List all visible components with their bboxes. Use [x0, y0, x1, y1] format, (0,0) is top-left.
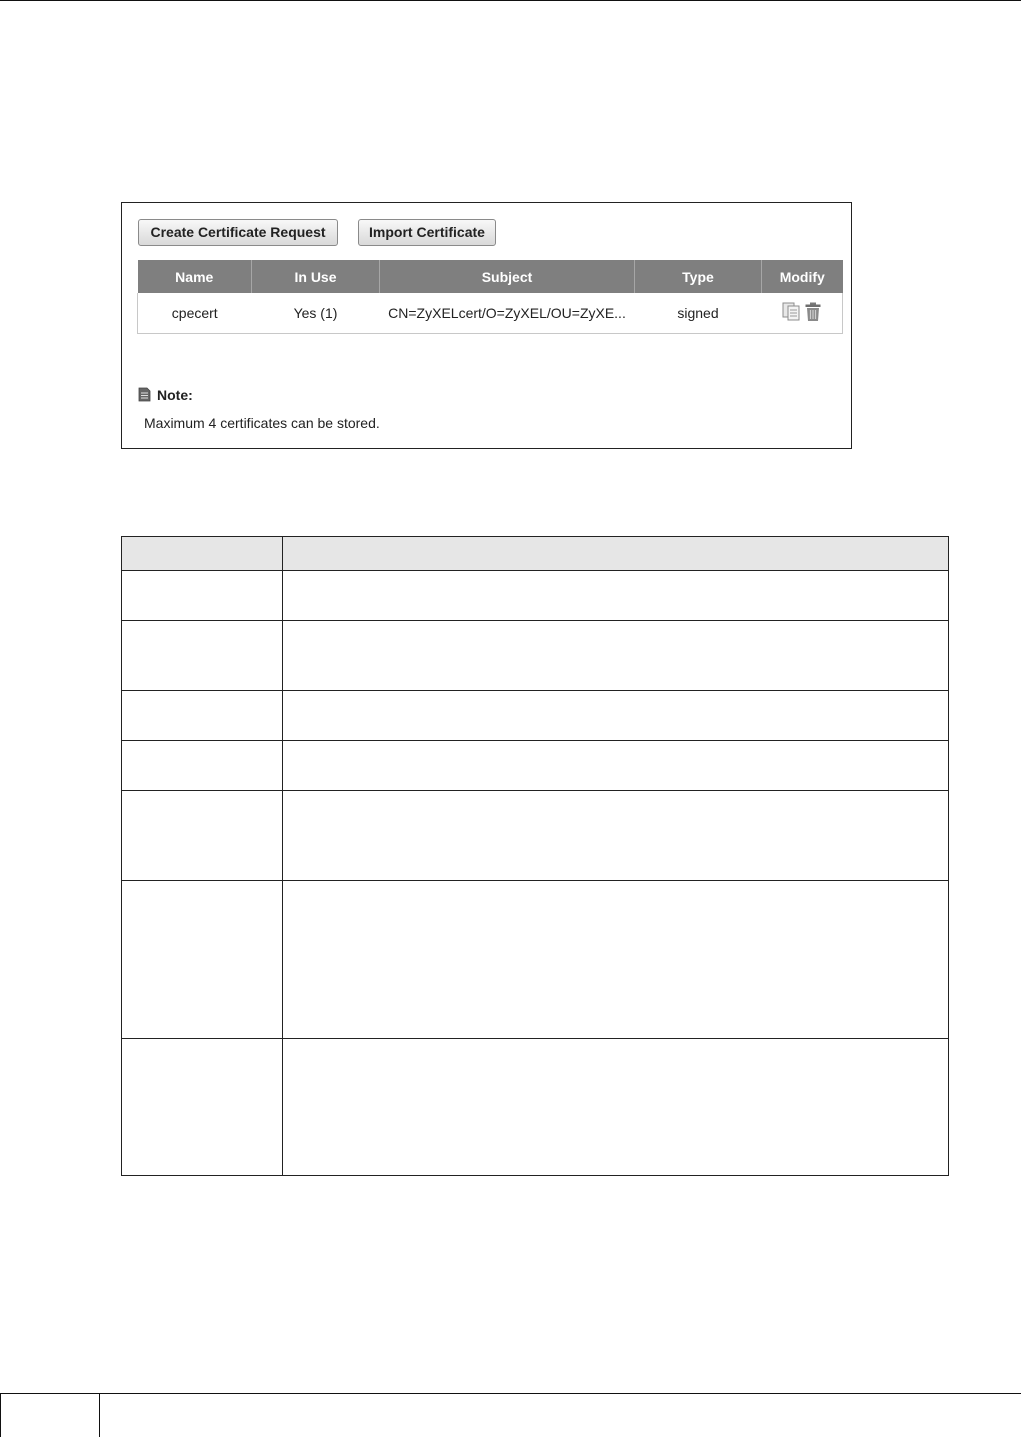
cell-in-use: Yes (1)	[252, 293, 380, 334]
column-header-type: Type	[635, 260, 762, 293]
create-certificate-request-button[interactable]: Create Certificate Request	[138, 219, 338, 246]
description-table	[121, 536, 949, 1176]
table-row	[122, 621, 949, 691]
cell-type: signed	[635, 293, 762, 334]
delete-icon[interactable]	[804, 302, 822, 325]
table-row	[122, 881, 949, 1039]
note-heading	[138, 387, 193, 405]
top-rule	[0, 0, 1021, 1]
column-header-subject: Subject	[380, 260, 635, 293]
note-text: Maximum 4 certificates can be stored.	[144, 415, 380, 431]
table-row	[122, 741, 949, 791]
certificate-screen	[121, 202, 852, 449]
cell-modify	[762, 293, 843, 334]
description-header-cell	[283, 537, 949, 571]
column-header-in-use: In Use	[252, 260, 380, 293]
certificate-table	[137, 260, 843, 334]
description-header-cell	[122, 537, 283, 571]
description-header-row	[122, 537, 949, 571]
table-row	[122, 791, 949, 881]
table-row	[122, 571, 949, 621]
cell-subject: CN=ZyXELcert/O=ZyXEL/OU=ZyXE...	[380, 293, 635, 334]
table-row	[138, 293, 843, 334]
note-label: Note:	[157, 387, 193, 403]
note-document-icon	[138, 387, 151, 405]
page-number-box	[0, 1393, 100, 1437]
table-row	[122, 1039, 949, 1176]
table-row	[122, 691, 949, 741]
cell-name: cpecert	[138, 293, 252, 334]
import-certificate-button[interactable]: Import Certificate	[358, 219, 496, 246]
edit-icon[interactable]	[782, 302, 802, 325]
column-header-name: Name	[138, 260, 252, 293]
footer-rule	[0, 1393, 1021, 1394]
column-header-modify: Modify	[762, 260, 843, 293]
table-header-row	[138, 260, 843, 293]
